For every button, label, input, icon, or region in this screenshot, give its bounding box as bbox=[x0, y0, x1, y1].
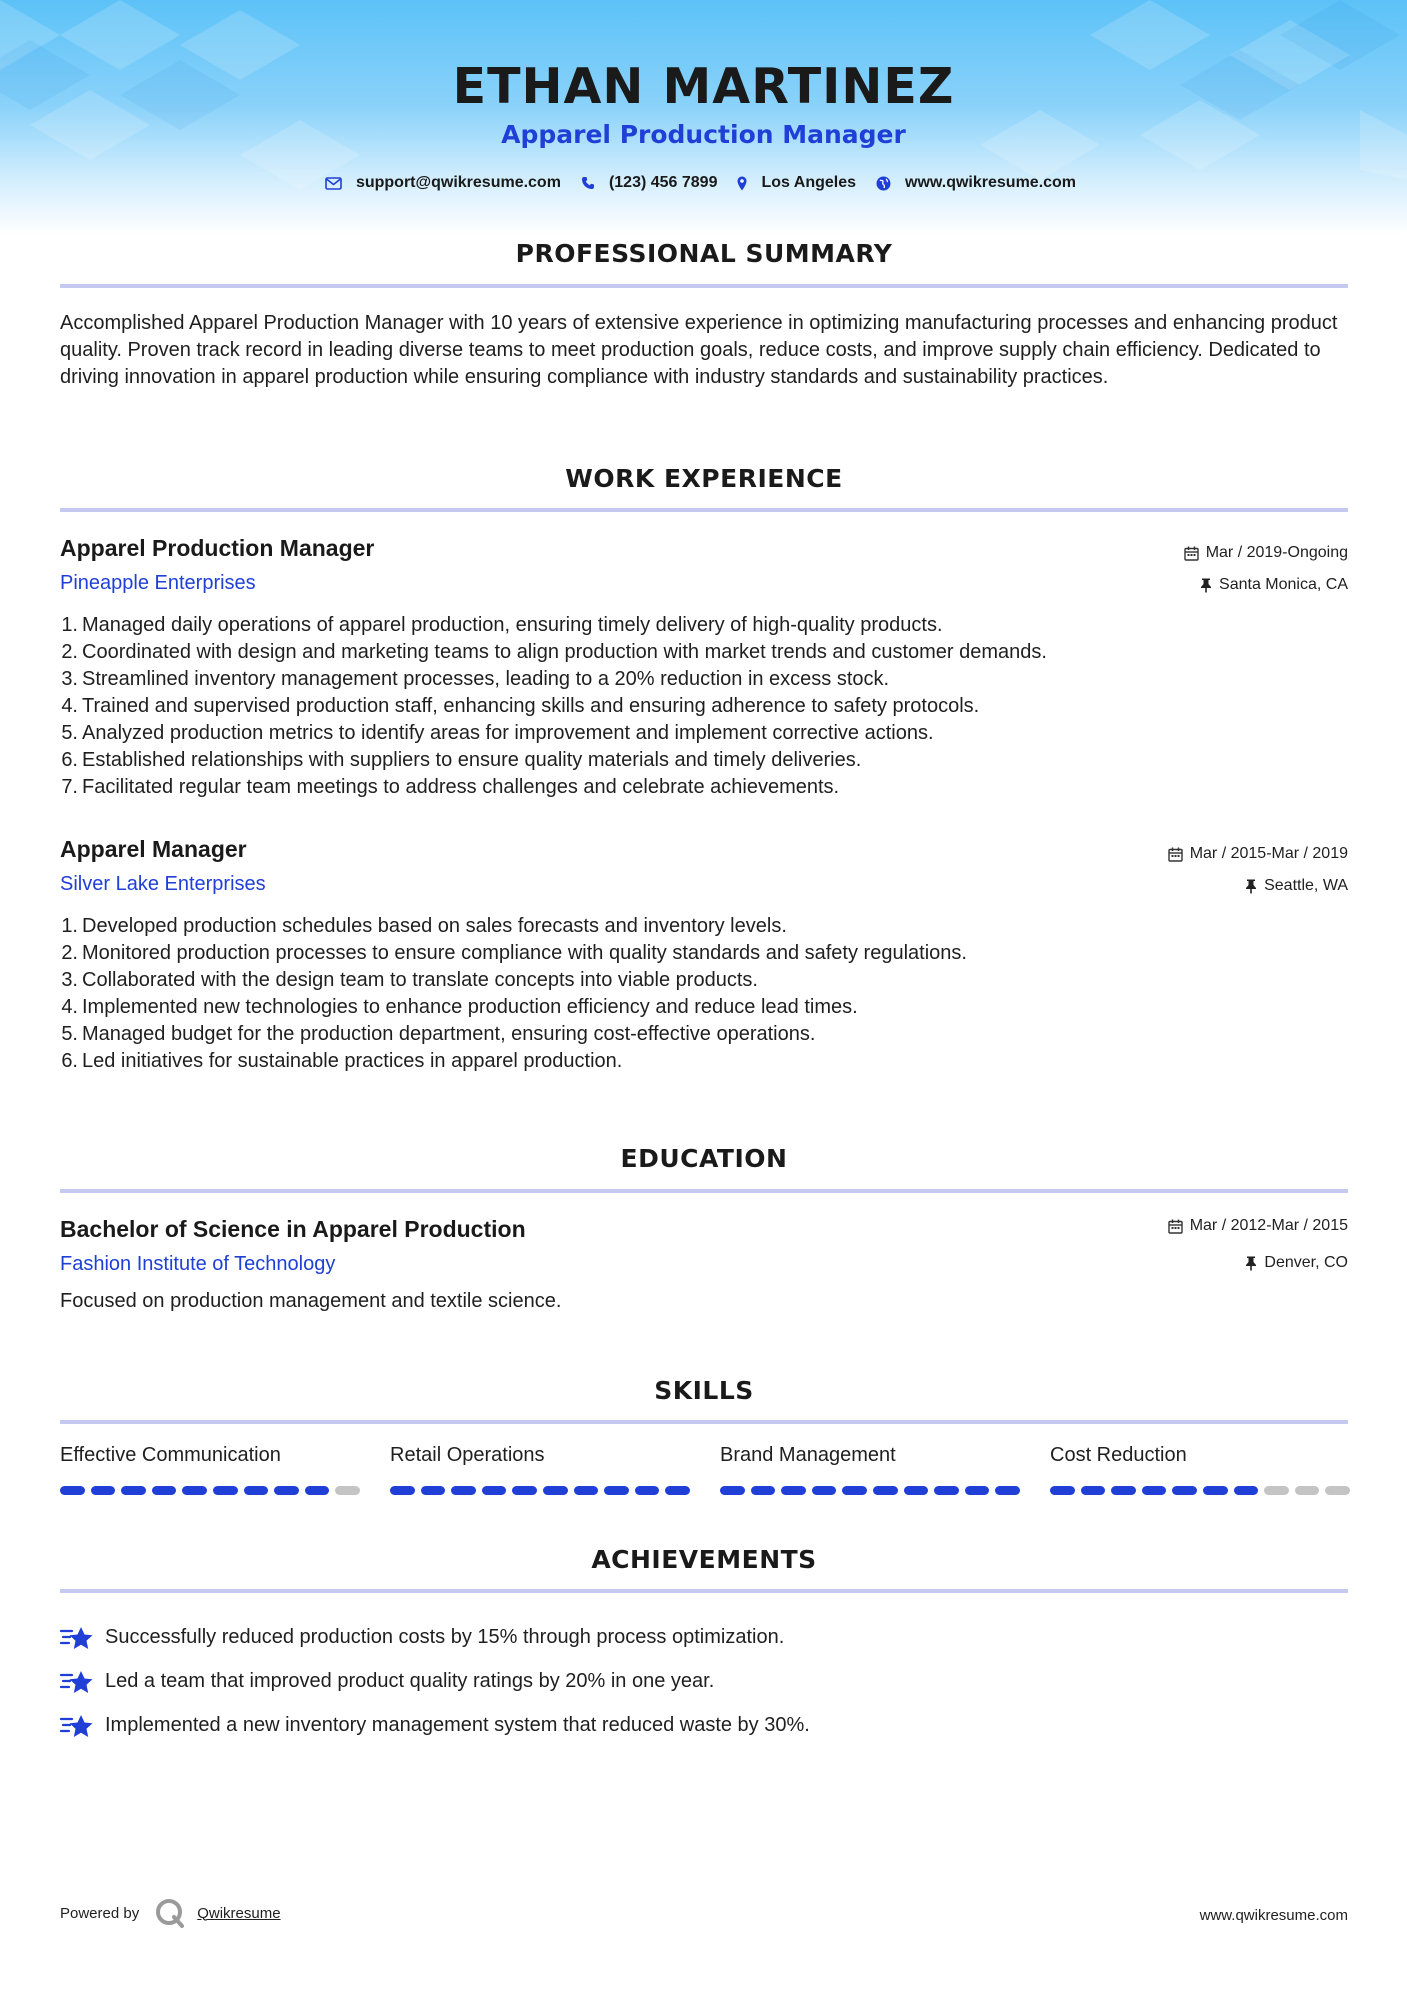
summary-text: Accomplished Apparel Production Manager with 10 years of extensive experience in optimizing manufacturing processes and enhancing product quality. Proven track record in leading diverse teams to meet production goals, reduce costs, and improve supply chain efficiency. Dedicated to driving innovation in apparel production while ensuring compliance with industry standards and sustainability practices. bbox=[60, 312, 1338, 388]
duty-number: 7. bbox=[61, 776, 78, 798]
duty-text: Implemented new technologies to enhance production efficiency and reduce lead times. bbox=[82, 996, 858, 1018]
skill-segment-filled bbox=[995, 1486, 1020, 1495]
footer-branding bbox=[60, 1898, 281, 1928]
header-banner bbox=[0, 0, 1407, 235]
skill-item bbox=[60, 1444, 360, 1495]
website-text: www.qwikresume.com bbox=[905, 174, 1077, 191]
skill-segment-filled bbox=[904, 1486, 929, 1495]
star-icon bbox=[60, 1712, 93, 1739]
achievements-divider bbox=[60, 1589, 1348, 1593]
duty-number: 4. bbox=[61, 695, 78, 717]
skill-segment-filled bbox=[121, 1486, 146, 1495]
footer-website[interactable]: www.qwikresume.com bbox=[1199, 1907, 1348, 1924]
job-dates bbox=[1168, 845, 1348, 863]
duty-text: Facilitated regular team meetings to address challenges and celebrate achievements. bbox=[82, 776, 840, 798]
skill-segment-filled bbox=[842, 1486, 867, 1495]
duty-text: Led initiatives for sustainable practices in apparel production. bbox=[82, 1050, 623, 1072]
duty-text: Coordinated with design and marketing teams to align production with market trends and customer demands. bbox=[82, 641, 1047, 663]
contact-bar bbox=[0, 174, 1407, 192]
duty-number: 6. bbox=[61, 749, 78, 771]
achievement-text: Implemented a new inventory management system that reduced waste by 30%. bbox=[105, 1713, 810, 1736]
candidate-title: Apparel Production Manager bbox=[501, 120, 906, 149]
email-text: support@qwikresume.com bbox=[355, 174, 561, 191]
duty-number: 4. bbox=[61, 996, 78, 1018]
skill-segment-filled bbox=[305, 1486, 330, 1495]
skill-level-bar bbox=[720, 1486, 1020, 1495]
skill-segment-filled bbox=[213, 1486, 238, 1495]
achievements-heading: ACHIEVEMENTS bbox=[591, 1545, 817, 1574]
education-degree: Bachelor of Science in Apparel Production bbox=[60, 1216, 526, 1242]
duty-number: 5. bbox=[61, 1023, 78, 1045]
duty-text: Managed budget for the production department, ensuring cost-effective operations. bbox=[82, 1023, 816, 1045]
skill-segment-filled bbox=[512, 1486, 537, 1495]
duty-number: 6. bbox=[61, 1050, 78, 1072]
star-icon bbox=[60, 1668, 93, 1695]
skill-segment-filled bbox=[751, 1486, 776, 1495]
skill-segment-filled bbox=[574, 1486, 599, 1495]
qwikresume-link[interactable]: Qwikresume bbox=[197, 1904, 281, 1922]
skill-level-bar bbox=[60, 1486, 360, 1495]
duty-item bbox=[56, 1021, 1336, 1048]
education-dates bbox=[1168, 1217, 1348, 1235]
skill-segment-filled bbox=[1203, 1486, 1228, 1495]
pushpin-icon bbox=[1245, 1256, 1257, 1271]
duty-text: Streamlined inventory management processes, leading to a 20% reduction in excess stock. bbox=[82, 668, 890, 690]
skill-segment-filled bbox=[390, 1486, 415, 1495]
experience-heading: WORK EXPERIENCE bbox=[565, 464, 843, 493]
job-duties-list bbox=[56, 612, 1336, 801]
duty-text: Collaborated with the design team to translate concepts into viable products. bbox=[82, 969, 758, 991]
skill-segment-filled bbox=[965, 1486, 990, 1495]
skill-segment-filled bbox=[934, 1486, 959, 1495]
job-dates-text: Mar / 2015-Mar / 2019 bbox=[1189, 845, 1348, 862]
calendar-icon bbox=[1184, 546, 1199, 561]
duty-item bbox=[56, 994, 1336, 1021]
powered-by-label: Powered by bbox=[60, 1904, 140, 1922]
skill-level-bar bbox=[390, 1486, 690, 1495]
duty-number: 2. bbox=[61, 641, 78, 663]
achievement-item bbox=[60, 1703, 1350, 1747]
job-company: Pineapple Enterprises bbox=[60, 572, 256, 594]
job-location-text: Seattle, WA bbox=[1264, 877, 1348, 894]
skill-segment-empty bbox=[1264, 1486, 1289, 1495]
achievement-text: Led a team that improved product quality ratings by 20% in one year. bbox=[105, 1669, 715, 1692]
skill-segment-empty bbox=[1325, 1486, 1350, 1495]
duty-text: Trained and supervised production staff, enhancing skills and ensuring adherence to safety protocols. bbox=[82, 695, 980, 717]
duty-item bbox=[56, 1048, 1336, 1075]
skill-segment-filled bbox=[1111, 1486, 1136, 1495]
achievement-text: Successfully reduced production costs by 15% through process optimization. bbox=[105, 1625, 785, 1648]
skill-segment-filled bbox=[665, 1486, 690, 1495]
experience-divider bbox=[60, 508, 1348, 512]
candidate-name: ETHAN MARTINEZ bbox=[452, 58, 955, 115]
education-description: Focused on production management and textile science. bbox=[60, 1290, 562, 1312]
skill-item bbox=[1050, 1444, 1350, 1495]
calendar-icon bbox=[1168, 847, 1183, 862]
skill-segment-filled bbox=[635, 1486, 660, 1495]
education-school: Fashion Institute of Technology bbox=[60, 1253, 336, 1275]
pushpin-icon bbox=[1245, 879, 1257, 894]
skill-item bbox=[390, 1444, 690, 1495]
duty-number: 3. bbox=[61, 969, 78, 991]
job-role: Apparel Production Manager bbox=[60, 535, 375, 561]
achievement-item bbox=[60, 1615, 1350, 1659]
skill-segment-filled bbox=[720, 1486, 745, 1495]
job-dates-text: Mar / 2019-Ongoing bbox=[1205, 544, 1348, 561]
globe-icon bbox=[876, 176, 891, 191]
duty-number: 2. bbox=[61, 942, 78, 964]
achievements-list bbox=[60, 1615, 1350, 1747]
summary-divider bbox=[60, 284, 1348, 288]
pushpin-icon bbox=[1200, 578, 1212, 593]
skills-grid bbox=[60, 1444, 1350, 1495]
skill-segment-filled bbox=[873, 1486, 898, 1495]
contact-location bbox=[737, 174, 856, 192]
job-location bbox=[1245, 877, 1348, 895]
skill-segment-filled bbox=[604, 1486, 629, 1495]
duty-item bbox=[56, 913, 1336, 940]
map-pin-icon bbox=[737, 176, 747, 191]
skill-segment-filled bbox=[1234, 1486, 1259, 1495]
skill-segment-filled bbox=[1050, 1486, 1075, 1495]
skill-segment-filled bbox=[152, 1486, 177, 1495]
skill-segment-filled bbox=[421, 1486, 446, 1495]
skill-segment-empty bbox=[1295, 1486, 1320, 1495]
skill-segment-filled bbox=[781, 1486, 806, 1495]
education-location bbox=[1245, 1254, 1348, 1272]
education-heading: EDUCATION bbox=[620, 1144, 788, 1173]
duty-number: 5. bbox=[61, 722, 78, 744]
skill-name: Effective Communication bbox=[60, 1444, 281, 1466]
phone-icon bbox=[581, 176, 595, 190]
duty-item bbox=[56, 720, 1336, 747]
job-location bbox=[1200, 576, 1348, 594]
job-duties-list bbox=[56, 913, 1336, 1075]
skill-segment-filled bbox=[1172, 1486, 1197, 1495]
skill-segment-filled bbox=[482, 1486, 507, 1495]
education-location-text: Denver, CO bbox=[1264, 1254, 1348, 1271]
skill-segment-filled bbox=[274, 1486, 299, 1495]
skill-segment-filled bbox=[244, 1486, 269, 1495]
skills-divider bbox=[60, 1420, 1348, 1424]
skill-segment-empty bbox=[335, 1486, 360, 1495]
summary-heading: PROFESSIONAL SUMMARY bbox=[515, 239, 893, 268]
duty-text: Managed daily operations of apparel production, ensuring timely delivery of high-quality products. bbox=[82, 614, 943, 636]
contact-email[interactable] bbox=[325, 174, 561, 192]
skill-segment-filled bbox=[1081, 1486, 1106, 1495]
hexagon-pattern bbox=[0, 0, 1407, 235]
duty-text: Developed production schedules based on sales forecasts and inventory levels. bbox=[82, 915, 787, 937]
education-dates-text: Mar / 2012-Mar / 2015 bbox=[1189, 1217, 1348, 1234]
skill-segment-filled bbox=[812, 1486, 837, 1495]
job-company: Silver Lake Enterprises bbox=[60, 873, 266, 895]
skill-segment-filled bbox=[1142, 1486, 1167, 1495]
duty-item bbox=[56, 666, 1336, 693]
skill-segment-filled bbox=[91, 1486, 116, 1495]
phone-text: (123) 456 7899 bbox=[608, 174, 718, 191]
duty-item bbox=[56, 639, 1336, 666]
calendar-icon bbox=[1168, 1219, 1183, 1234]
skill-name: Cost Reduction bbox=[1050, 1444, 1187, 1466]
duty-item bbox=[56, 774, 1336, 801]
skill-segment-filled bbox=[543, 1486, 568, 1495]
duty-text: Established relationships with suppliers to ensure quality materials and timely deliveries. bbox=[82, 749, 862, 771]
duty-item bbox=[56, 940, 1336, 967]
job-dates bbox=[1184, 544, 1348, 562]
location-text: Los Angeles bbox=[761, 174, 857, 191]
skill-name: Retail Operations bbox=[390, 1444, 545, 1466]
education-divider bbox=[60, 1189, 1348, 1193]
job-location-text: Santa Monica, CA bbox=[1219, 576, 1348, 593]
contact-website[interactable] bbox=[876, 174, 1076, 192]
job-role: Apparel Manager bbox=[60, 836, 247, 862]
duty-item bbox=[56, 612, 1336, 639]
duty-item bbox=[56, 693, 1336, 720]
skill-segment-filled bbox=[451, 1486, 476, 1495]
duty-item bbox=[56, 967, 1336, 994]
qwikresume-logo-icon bbox=[155, 1898, 185, 1928]
duty-number: 3. bbox=[61, 668, 78, 690]
duty-text: Analyzed production metrics to identify areas for improvement and implement corrective actions. bbox=[82, 722, 934, 744]
contact-phone[interactable] bbox=[581, 174, 718, 192]
skill-item bbox=[720, 1444, 1020, 1495]
duty-text: Monitored production processes to ensure compliance with quality standards and safety regulations. bbox=[82, 942, 967, 964]
achievement-item bbox=[60, 1659, 1350, 1703]
skill-segment-filled bbox=[182, 1486, 207, 1495]
star-icon bbox=[60, 1624, 93, 1651]
skill-level-bar bbox=[1050, 1486, 1350, 1495]
skill-name: Brand Management bbox=[720, 1444, 896, 1466]
envelope-icon bbox=[325, 177, 342, 190]
duty-item bbox=[56, 747, 1336, 774]
skill-segment-filled bbox=[60, 1486, 85, 1495]
skills-heading: SKILLS bbox=[654, 1376, 754, 1405]
duty-number: 1. bbox=[61, 614, 78, 636]
duty-number: 1. bbox=[61, 915, 78, 937]
